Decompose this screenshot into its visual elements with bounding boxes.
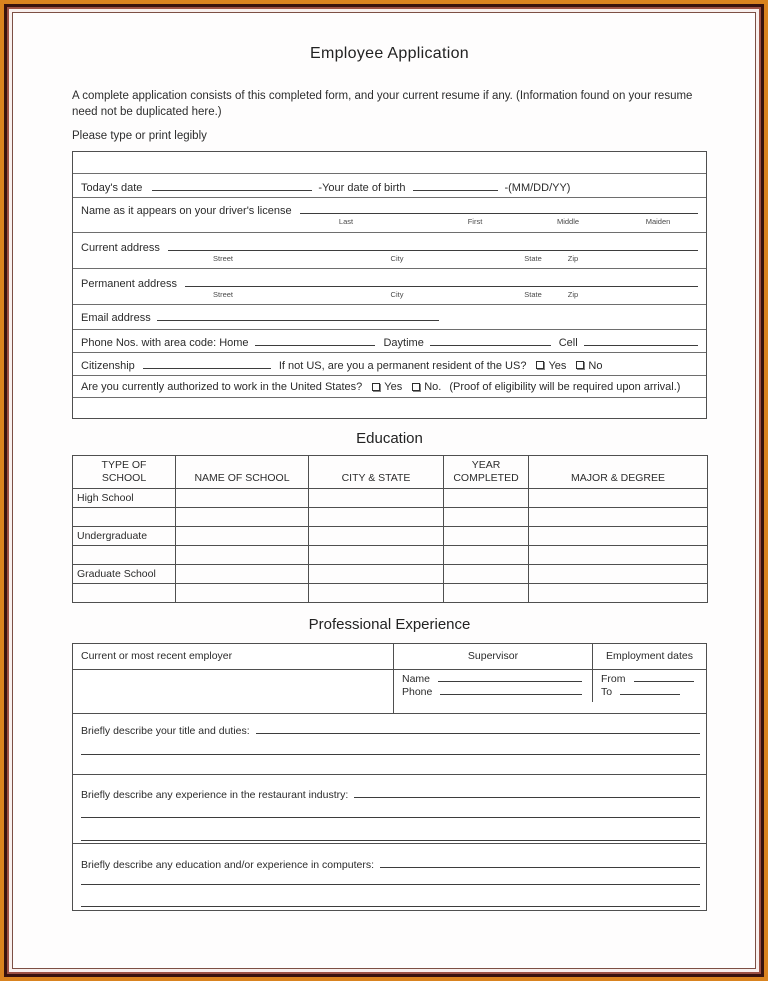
resident-yes-checkbox[interactable] — [536, 361, 544, 369]
instruction-text: Please type or print legibly — [72, 129, 207, 142]
edu-cell[interactable] — [444, 564, 529, 583]
current-address-field[interactable] — [168, 240, 698, 251]
form-content — [72, 13, 707, 911]
todays-date-field[interactable] — [152, 180, 312, 191]
authorized-yes-checkbox[interactable] — [372, 383, 380, 391]
addr-sub-zip: Zip — [567, 253, 579, 263]
edu-cell[interactable] — [444, 488, 529, 507]
dob-field[interactable] — [413, 180, 498, 191]
edu-cell[interactable] — [444, 507, 529, 526]
page-title: Employee Application — [310, 45, 469, 62]
edu-row-label — [73, 545, 176, 564]
edu-row-label: Graduate School — [73, 564, 176, 583]
restaurant-extra-line-1[interactable] — [81, 817, 700, 818]
computers-extra-line-2[interactable] — [81, 906, 700, 907]
supervisor-name-label: Name — [402, 672, 431, 685]
computers-label: Briefly describe any education and/or experience in computers: — [81, 858, 374, 871]
edu-header-city: CITY & STATE — [309, 455, 444, 488]
intro-text: A complete application consists of this completed form, and your current resume if any. (Information found on your resume need not be duplicated here.) — [72, 90, 693, 118]
edu-header-type: TYPE OF SCHOOL — [73, 455, 176, 488]
edu-row-label: High School — [73, 488, 176, 507]
restaurant-field[interactable] — [354, 787, 700, 798]
experience-detail-row — [73, 670, 706, 713]
dates-cell — [593, 670, 706, 702]
authorized-no-label: No. — [424, 380, 442, 393]
education-row-undergraduate — [73, 526, 708, 545]
edu-cell[interactable] — [444, 583, 529, 602]
edu-cell[interactable] — [529, 583, 708, 602]
email-field[interactable] — [157, 310, 439, 321]
experience-heading: Professional Experience — [308, 615, 471, 633]
edu-cell[interactable] — [309, 564, 444, 583]
authorized-yes-label: Yes — [384, 380, 403, 393]
duties-label: Briefly describe your title and duties: — [81, 724, 250, 737]
employer-header: Current or most recent employer — [73, 644, 394, 669]
dob-label: -Your date of birth — [318, 181, 406, 194]
dob-format-label: -(MM/DD/YY) — [504, 181, 571, 194]
citizenship-field[interactable] — [143, 358, 271, 369]
edu-cell[interactable] — [444, 545, 529, 564]
permanent-address-field[interactable] — [185, 276, 698, 287]
edu-cell[interactable] — [176, 526, 309, 545]
name-sub-last: Last — [338, 216, 354, 226]
restaurant-label: Briefly describe any experience in the restaurant industry: — [81, 788, 349, 801]
edu-cell[interactable] — [176, 583, 309, 602]
citizenship-label: Citizenship — [81, 359, 135, 372]
edu-header-name: NAME OF SCHOOL — [176, 455, 309, 488]
edu-cell[interactable] — [309, 583, 444, 602]
permanent-address-label: Permanent address — [81, 277, 177, 290]
computer-experience-row — [73, 843, 706, 910]
edu-cell[interactable] — [176, 545, 309, 564]
edu-row-label: Undergraduate — [73, 526, 176, 545]
education-row-graduate-school — [73, 564, 708, 583]
from-field[interactable] — [634, 672, 694, 682]
education-row — [73, 583, 708, 602]
duties-extra-line[interactable] — [81, 754, 700, 755]
edu-cell[interactable] — [529, 507, 708, 526]
supervisor-header: Supervisor — [394, 644, 593, 669]
supervisor-name-field[interactable] — [438, 672, 582, 682]
addr-sub-state: State — [524, 253, 542, 263]
addr-sub-city: City — [390, 289, 404, 299]
edu-row-label — [73, 583, 176, 602]
addr-sub-city: City — [390, 253, 404, 263]
addr-sub-street: Street — [212, 289, 234, 299]
edu-cell[interactable] — [309, 526, 444, 545]
resident-yes-label: Yes — [548, 359, 567, 372]
education-row-high-school — [73, 488, 708, 507]
education-heading: Education — [356, 429, 423, 447]
education-header-row — [73, 455, 708, 488]
authorized-no-checkbox[interactable] — [412, 383, 420, 391]
name-sub-middle: Middle — [556, 216, 580, 226]
duties-row — [73, 713, 706, 774]
to-label: To — [601, 685, 613, 698]
computers-field[interactable] — [380, 857, 700, 868]
citizenship-row — [73, 352, 706, 375]
name-sub-maiden: Maiden — [645, 216, 671, 226]
duties-field[interactable] — [256, 723, 700, 734]
name-sub-first: First — [467, 216, 483, 226]
resident-no-label: No — [588, 359, 603, 372]
employer-cell[interactable] — [73, 670, 394, 713]
to-field[interactable] — [620, 685, 680, 695]
supervisor-phone-field[interactable] — [440, 685, 582, 695]
phone-home-label: Phone Nos. with area code: Home — [81, 336, 249, 349]
edu-cell[interactable] — [309, 545, 444, 564]
authorized-note: (Proof of eligibility will be required upon arrival.) — [449, 380, 681, 393]
work-authorization-row — [73, 375, 706, 397]
edu-header-year: YEAR COMPLETED — [444, 455, 529, 488]
edu-cell[interactable] — [529, 564, 708, 583]
phone-row — [73, 329, 706, 352]
resident-no-checkbox[interactable] — [576, 361, 584, 369]
restaurant-extra-line-2[interactable] — [81, 840, 700, 841]
education-row — [73, 545, 708, 564]
edu-cell[interactable] — [444, 526, 529, 545]
restaurant-experience-row — [73, 774, 706, 843]
edu-cell[interactable] — [176, 564, 309, 583]
citizenship-question: If not US, are you a permanent resident of the US? — [278, 359, 527, 372]
edu-cell[interactable] — [529, 488, 708, 507]
email-row — [73, 304, 706, 329]
empty-row-top — [73, 152, 706, 173]
name-label: Name as it appears on your driver's license — [81, 204, 292, 217]
edu-cell[interactable] — [309, 507, 444, 526]
edu-cell[interactable] — [176, 507, 309, 526]
phone-cell-label: Cell — [558, 336, 578, 349]
edu-cell[interactable] — [309, 488, 444, 507]
phone-daytime-label: Daytime — [383, 336, 424, 349]
edu-header-major: MAJOR & DEGREE — [529, 455, 708, 488]
edu-row-label — [73, 507, 176, 526]
computers-extra-line-1[interactable] — [81, 884, 700, 885]
supervisor-phone-label: Phone — [402, 685, 433, 698]
empty-row-bottom — [73, 397, 706, 418]
current-address-row — [73, 232, 706, 268]
addr-sub-state: State — [524, 289, 542, 299]
edu-cell[interactable] — [529, 526, 708, 545]
phone-cell-field[interactable] — [584, 335, 698, 346]
education-table — [72, 455, 708, 603]
addr-sub-street: Street — [212, 253, 234, 263]
supervisor-cell — [394, 670, 593, 702]
personal-info-table — [72, 151, 707, 419]
experience-header-row — [73, 644, 706, 670]
todays-date-label: Today's date — [81, 181, 143, 194]
email-label: Email address — [81, 311, 151, 324]
phone-daytime-field[interactable] — [430, 335, 551, 346]
dates-header: Employment dates — [606, 650, 693, 663]
addr-sub-zip: Zip — [567, 289, 579, 299]
from-label: From — [601, 672, 626, 685]
name-row — [73, 197, 706, 232]
edu-cell[interactable] — [176, 488, 309, 507]
name-field[interactable] — [300, 203, 698, 214]
date-row — [73, 173, 706, 197]
permanent-address-row — [73, 268, 706, 304]
edu-cell[interactable] — [529, 545, 708, 564]
current-address-label: Current address — [81, 241, 160, 254]
experience-table — [72, 643, 707, 911]
phone-home-field[interactable] — [255, 335, 376, 346]
authorized-question: Are you currently authorized to work in the United States? — [81, 380, 363, 393]
education-row — [73, 507, 708, 526]
